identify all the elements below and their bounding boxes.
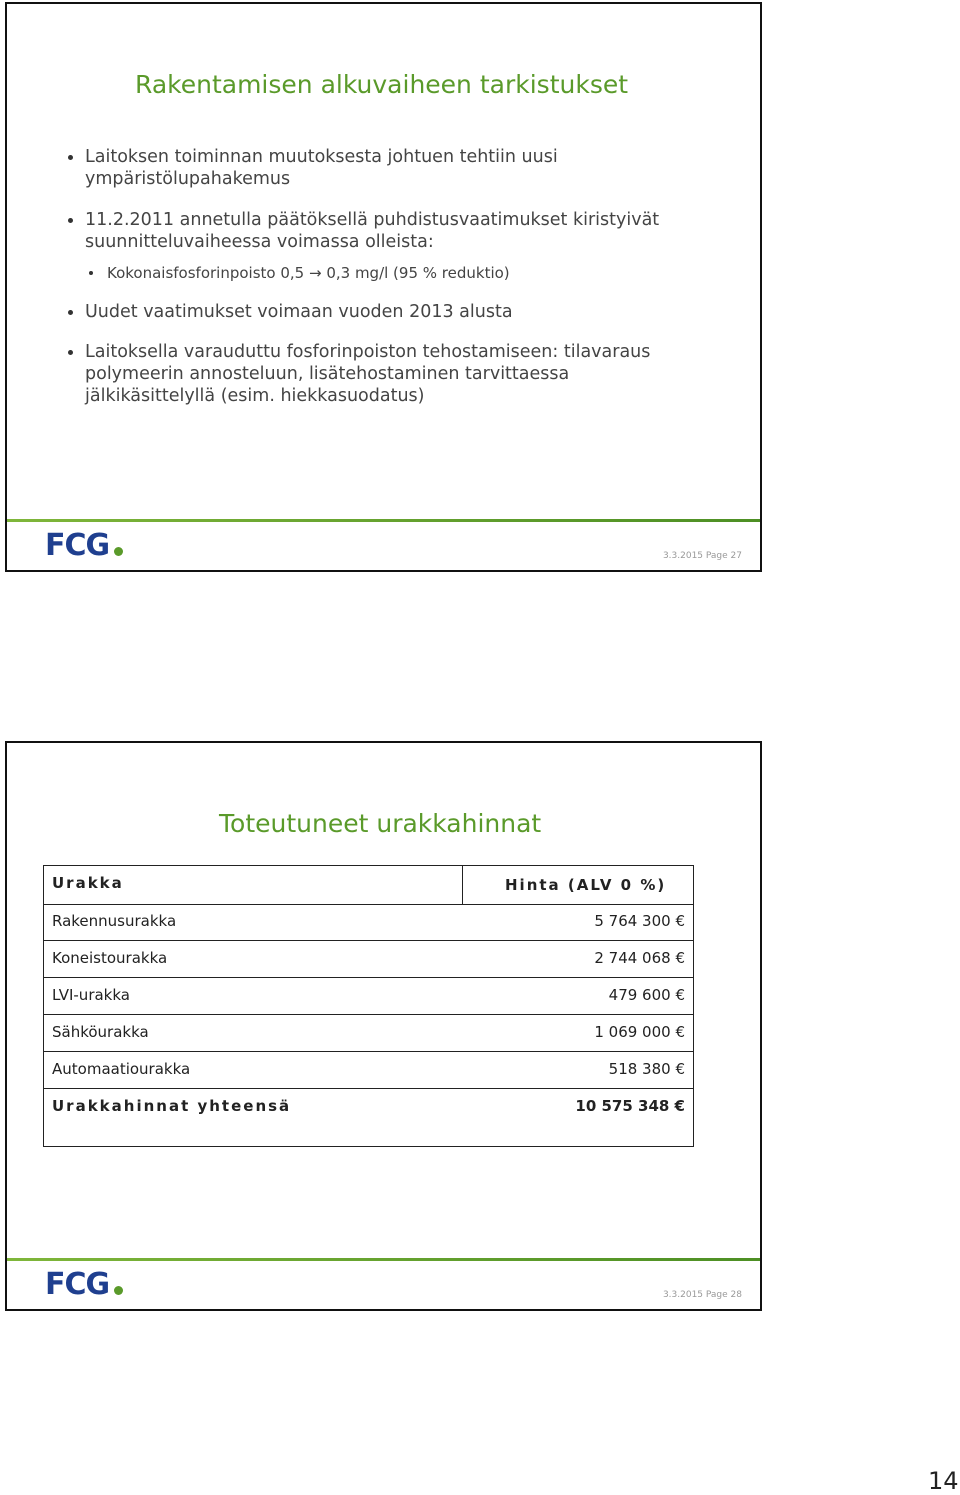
bullet-line: Kokonaisfosforinpoisto 0,5 → 0,3 mg/l (95 % reduktio) (107, 264, 510, 282)
bullet-item (63, 209, 743, 253)
total-name: Urakkahinnat yhteensä (52, 1097, 292, 1115)
table-row (44, 904, 693, 941)
table-row (44, 1052, 693, 1089)
row-name: Automaatiourakka (52, 1060, 191, 1078)
table-row (44, 1015, 693, 1052)
slide-date: 3.3.2015 (662, 1290, 704, 1300)
slide-title: Toteutuneet urakkahinnat (219, 809, 542, 838)
bullet-list (63, 146, 743, 407)
logo-text: FCG (45, 1267, 110, 1302)
fcg-logo (45, 528, 123, 563)
slide-date: 3.3.2015 (662, 551, 704, 561)
page-info (663, 551, 742, 561)
bullet-line: Laitoksella varauduttu fosforinpoiston tehostamiseen: tilavaraus (85, 342, 651, 362)
row-name: Sähköurakka (52, 1023, 149, 1041)
bullet-item (63, 301, 743, 323)
bullet-line: jälkikäsittelyllä (esim. hiekkasuodatus) (85, 386, 425, 406)
table-row (44, 941, 693, 978)
logo-text: FCG (45, 528, 110, 563)
logo-dot-icon (114, 547, 123, 556)
row-name: Rakennusurakka (52, 912, 177, 930)
footer-divider (7, 1258, 760, 1261)
table-header-row (44, 866, 693, 905)
row-price: 2 744 068 € (594, 949, 685, 967)
bullet-line: suunnitteluvaiheessa voimassa olleista: (85, 232, 434, 252)
bullet-item (63, 146, 743, 190)
row-name: Koneistourakka (52, 949, 168, 967)
slide-page-label: Page 28 (705, 1290, 742, 1300)
slide-title: Rakentamisen alkuvaiheen tarkistukset (135, 70, 629, 99)
total-price: 10 575 348 € (575, 1097, 685, 1115)
slide-27 (5, 2, 762, 572)
bullet-line: Uudet vaatimukset voimaan vuoden 2013 alusta (85, 302, 513, 322)
logo-dot-icon (114, 1286, 123, 1295)
document-page-number: 14 (928, 1467, 959, 1495)
row-price: 1 069 000 € (594, 1023, 685, 1041)
fcg-logo (45, 1267, 123, 1302)
bullet-item (63, 341, 743, 407)
slide-28 (5, 741, 762, 1311)
sub-bullet-item (63, 262, 743, 284)
column-header-hinta: Hinta (ALV 0 %) (462, 866, 666, 904)
table-total-row (44, 1089, 693, 1125)
bullet-line: Laitoksen toiminnan muutoksesta johtuen tehtiin uusi (85, 147, 558, 167)
slide-page-label: Page 27 (705, 551, 742, 561)
page-info (663, 1290, 742, 1300)
cost-table (43, 865, 694, 1147)
bullet-line: ympäristölupahakemus (85, 169, 291, 189)
footer-divider (7, 519, 760, 522)
row-price: 5 764 300 € (594, 912, 685, 930)
row-price: 479 600 € (608, 986, 685, 1004)
column-header-urakka: Urakka (52, 874, 124, 892)
table-row (44, 978, 693, 1015)
bullet-line: polymeerin annosteluun, lisätehostaminen tarvittaessa (85, 364, 570, 384)
row-name: LVI-urakka (52, 986, 130, 1004)
bullet-line: 11.2.2011 annetulla päätöksellä puhdistusvaatimukset kiristyivät (85, 210, 660, 230)
row-price: 518 380 € (608, 1060, 685, 1078)
